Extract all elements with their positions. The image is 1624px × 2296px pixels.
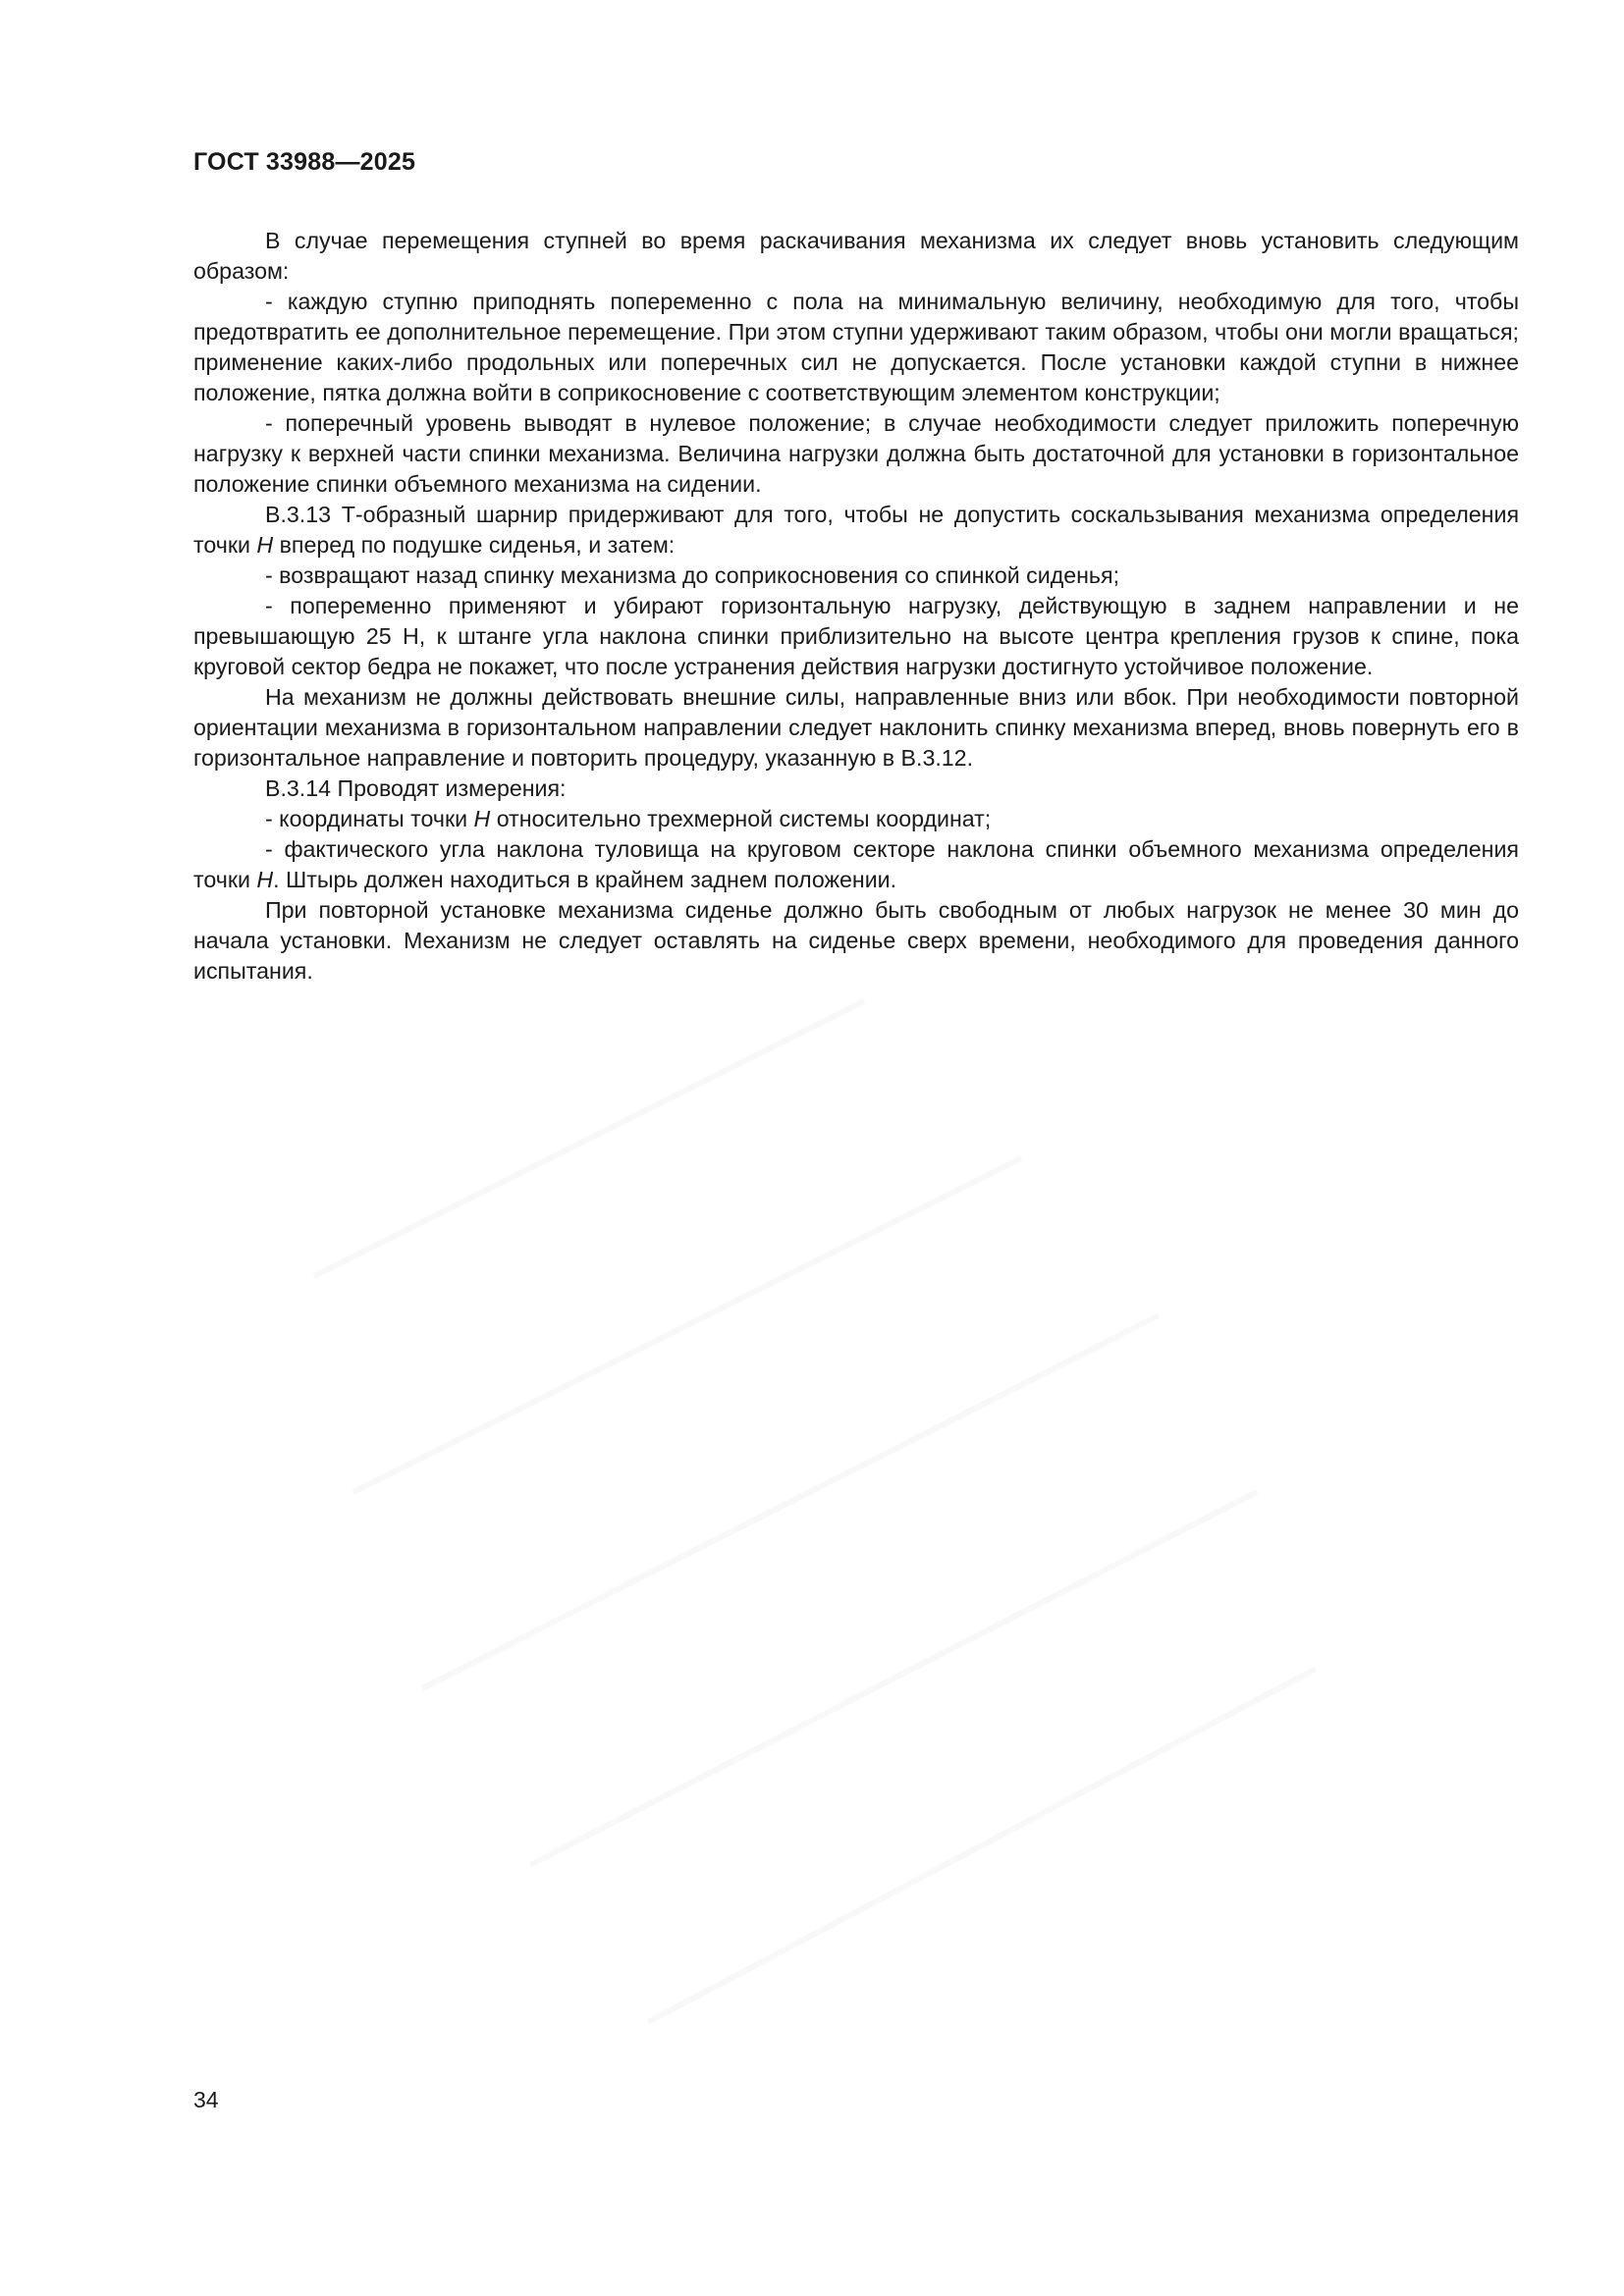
point-h-label: Н (256, 867, 274, 892)
paragraph-b-3-13: В.3.13 Т-образный шарнир придерживают для того, чтобы не допустить соскальзывания механизма определения точки Н вперед по подушке сиденья, и затем: (193, 502, 1519, 558)
point-h-label: Н (473, 806, 491, 831)
list-item-lift-feet: - каждую ступню приподнять попеременно с пола на минимальную величину, необходимую для того, чтобы предотвратить ее дополнительное перемещение. При этом ступни удерживают таким образом, чтобы они могли вращаться; применение каких-либо продольных или поперечных сил не допускается. После установки каждой ступни в нижнее положение, пятка должна войти в соприкосновение с соответствующим элементом конструкции; (193, 289, 1519, 405)
list-item-transverse-level: - поперечный уровень выводят в нулевое положение; в случае необходимости следует приложить поперечную нагрузку к верхней части спинки механизма. Величина нагрузки должна быть достаточной для установки в горизонтальное положение спинки объемного механизма на сидении. (193, 410, 1519, 497)
document-body (193, 226, 1519, 987)
paragraph-reinstallation: При повторной установке механизма сиденье должно быть свободным от любых нагрузок не менее 30 мин до начала установки. Механизм не следует оставлять на сиденье сверх времени, необходимого для проведения данного испытания. (193, 897, 1519, 984)
list-item-return-back: - возвращают назад спинку механизма до соприкосновения со спинкой сиденья; (265, 562, 1120, 588)
page-number: 34 (193, 2087, 219, 2112)
faint-watermark (275, 982, 1355, 2061)
list-item-horizontal-load: - попеременно применяют и убирают горизонтальную нагрузку, действующую в заднем направлении и не превышающую 25 Н, к штанге угла наклона спинки приблизительно на высоте центра крепления грузов к спине, пока круговой сектор бедра не покажет, что после устранения действия нагрузки достигнуто устойчивое положение. (193, 593, 1519, 679)
point-h-label: Н (256, 532, 274, 558)
document-header (193, 148, 415, 177)
paragraph-external-forces: На механизм не должны действовать внешние силы, направленные вниз или вбок. При необходимости повторной ориентации механизма в горизонтальном направлении следует наклонить спинку механизма вперед, вновь повернуть его в горизонтальное направление и повторить процедуру, указанную в В.3.12. (193, 684, 1519, 771)
list-item-torso-angle: - фактического угла наклона туловища на круговом секторе наклона спинки объемного механизма определения точки Н. Штырь должен находиться в крайнем заднем положении. (193, 836, 1519, 892)
list-item-coordinates: - координаты точки Н относительно трехмерной системы координат; (265, 806, 992, 831)
paragraph-b-3-14: В.3.14 Проводят измерения: (265, 775, 567, 801)
standard-designation: ГОСТ 33988—2025 (193, 148, 416, 176)
paragraph-feet-reposition: В случае перемещения ступней во время раскачивания механизма их следует вновь установить следующим образом: (193, 228, 1519, 284)
